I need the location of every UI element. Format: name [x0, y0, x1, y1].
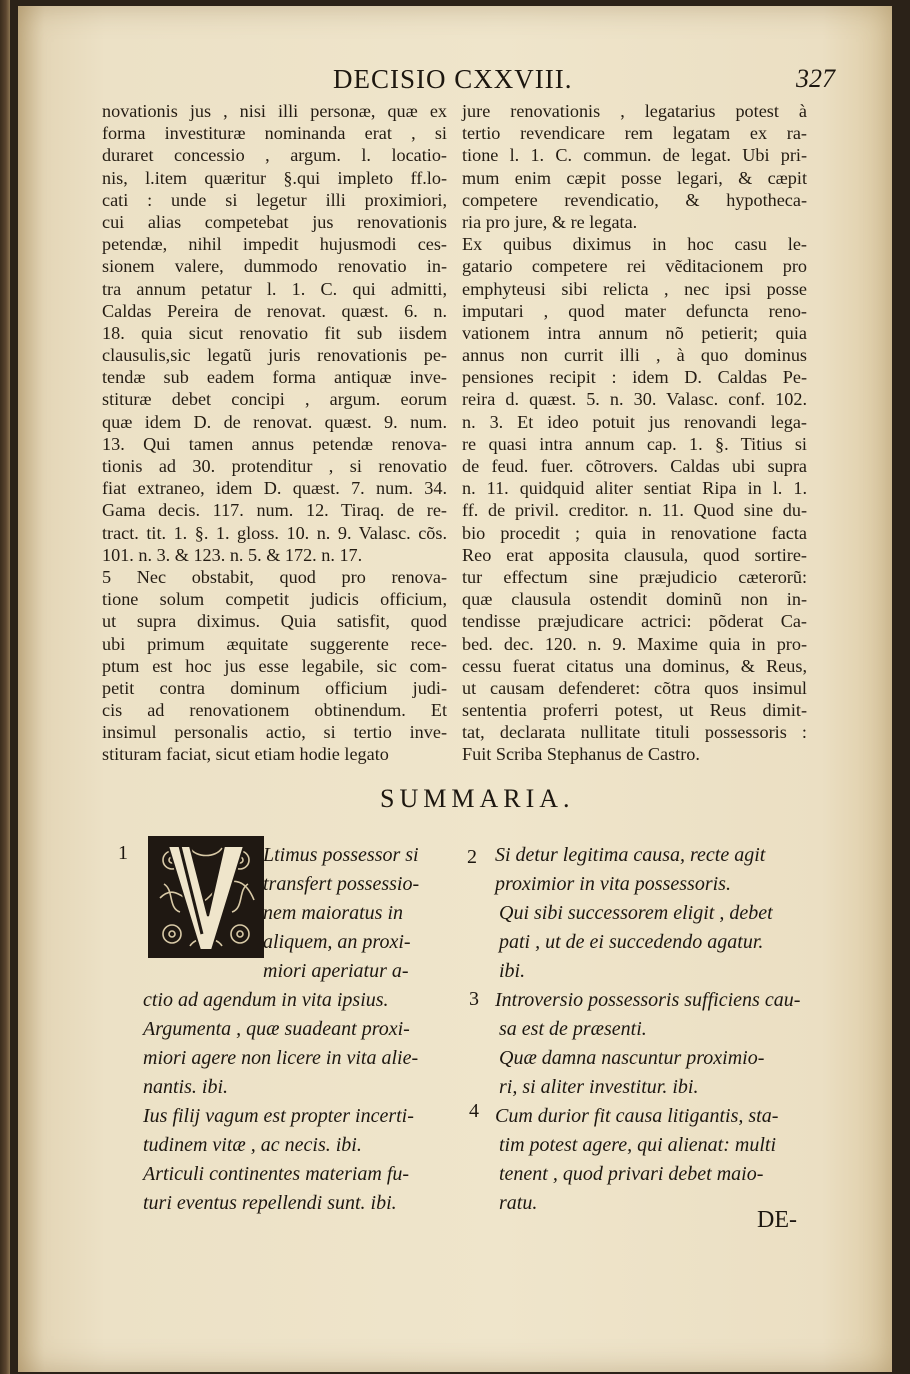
- text-line: emphyteusi sibi relicta , nec ipsi posse: [462, 278, 807, 299]
- text-line: pensiones recipit : idem D. Caldas Pe-: [462, 367, 807, 388]
- text-line: tertio revendicare rem legatam ex ra-: [462, 123, 807, 144]
- text-line: cessu fuerat citatus una dominus, & Reus,: [462, 655, 807, 676]
- text-line: tur effectum sine præjudicio cæterorũ:: [462, 566, 807, 587]
- summary-line: tim potest agere, qui alienat: multi: [499, 1134, 777, 1156]
- text-line: jure renovationis , legatarius potest à: [462, 101, 807, 121]
- text-line: Fuit Scriba Stephanus de Castro.: [462, 744, 700, 765]
- text-line: tionis ad 30. protenditur , si renovatio: [102, 456, 447, 476]
- text-line: Ex quibus diximus in hoc casu le-: [462, 234, 807, 255]
- summary-line: miori aperiatur a-: [263, 960, 409, 982]
- text-line: gatario competere rei vẽditacionem pro: [462, 256, 807, 277]
- summary-line: turi eventus repellendi sunt. ibi.: [143, 1192, 397, 1214]
- text-line: tendæ sub eadem forma antiquæ inve-: [102, 367, 447, 388]
- text-line: Caldas Pereira de renovat. quæst. 6. n.: [102, 300, 447, 321]
- text-line: de feud. fuer. cõtrovers. Caldas ubi supra: [462, 456, 807, 476]
- summary-line: Articuli continentes materiam fu-: [143, 1163, 410, 1185]
- running-title: DECISIO CXXVIII.: [333, 64, 573, 94]
- text-line: ut causam defenderet: cõtra quos insimul: [462, 677, 807, 698]
- summary-line: tenent , quod privari debet maio-: [499, 1163, 764, 1185]
- text-line: novationis jus , nisi illi personæ, quæ ex: [102, 101, 447, 121]
- text-line: cis ad renovationem obtinendum. Et: [102, 700, 447, 721]
- text-line: Gama decis. 117. num. 12. Tiraq. de re-: [102, 500, 447, 521]
- summary-line: nem maioratus in: [263, 902, 403, 924]
- text-line: ptum est hoc jus esse legabile, sic com-: [102, 655, 447, 676]
- text-line: bio procedit ; quia in renovatione facta: [462, 522, 807, 543]
- summary-line: Argumenta , quæ suadeant proxi-: [143, 1018, 410, 1040]
- text-line: tra annum petatur l. 1. C. qui admitti,: [102, 278, 447, 299]
- summary-line: Ius filij vagum est propter incerti-: [143, 1105, 414, 1127]
- text-line: clausulis,sic legatũ juris renovationis pe-: [102, 345, 447, 366]
- folio-number: 327: [796, 64, 835, 93]
- summary-line: nantis. ibi.: [143, 1076, 229, 1098]
- summary-line: aliquem, an proxi-: [263, 931, 411, 953]
- text-line: cui alias competebat jus renovationis: [102, 211, 447, 232]
- text-line: competere revendicatio, & hypotheca-: [462, 189, 807, 210]
- summaria-right-column: [495, 841, 815, 1218]
- text-line: ubi primum æquitate suggerente rece-: [102, 633, 447, 654]
- text-line: petit contra dominum officium judi-: [102, 677, 447, 698]
- text-line: nis, l.item quæritur §.qui impleto ff.lo-: [102, 167, 447, 188]
- text-line: re quasi intra annum cap. 1. §. Titius si: [462, 433, 807, 454]
- text-line: ut supra diximus. Quia satisfit, quod: [102, 611, 447, 632]
- text-line: 101. n. 3. & 123. n. 5. & 172. n. 17.: [102, 544, 363, 565]
- summary-line: pati , ut de ei succedendo agatur.: [499, 931, 764, 953]
- text-line: imputari , quod mater defuncta reno-: [462, 300, 807, 321]
- text-line: stituram faciat, sicut etiam hodie legato: [102, 744, 389, 765]
- text-line: cati : unde si legetur illi proximiori,: [102, 189, 447, 210]
- text-line: tat, declarata nullitate tituli possessoris :: [462, 722, 807, 743]
- summary-line: Si detur legitima causa, recte agit: [495, 844, 766, 866]
- text-line: tione solum competit judicis officium,: [102, 589, 447, 610]
- text-line: tract. tit. 1. §. 1. gloss. 10. n. 9. Valasc. cõs.: [102, 522, 447, 543]
- text-line: 18. quia sicut renovatio fit sub iisdem: [102, 322, 447, 343]
- text-line: bed. dec. 120. n. 9. Maxime quia in pro-: [462, 633, 807, 654]
- summary-number: 2: [467, 846, 477, 868]
- text-line: n. 3. Et ideo potuit jus renovandi lega-: [462, 411, 807, 432]
- summary-line: ri, si aliter investitur. ibi.: [499, 1076, 699, 1098]
- summary-line: Quæ damna nascuntur proximio-: [499, 1047, 765, 1069]
- catchword: DE-: [757, 1207, 797, 1233]
- right-text-column: [462, 100, 807, 766]
- summaria-heading: SUMMARIA.: [380, 784, 575, 813]
- text-line: sionem valere, dummodo renovatio in-: [102, 256, 447, 277]
- text-line: sententia proferri potest, ut Reus dimit-: [462, 700, 807, 721]
- text-line: n. 11. quidquid aliter sentiat Ripa in l. 1.: [462, 478, 807, 499]
- summary-line: Qui sibi successorem eligit , debet: [499, 902, 773, 924]
- text-line: ria pro jure, & re legata.: [462, 211, 638, 232]
- summary-line: proximior in vita possessoris.: [495, 873, 731, 895]
- text-line: insimul personalis actio, si tertio inve-: [102, 722, 447, 743]
- running-header: [325, 64, 835, 104]
- summary-line: transfert possessio-: [263, 873, 420, 895]
- summary-line: Cum durior fit causa litigantis, sta-: [495, 1105, 779, 1127]
- summary-number: 3: [469, 988, 479, 1010]
- summary-line: Ltimus possessor si: [263, 844, 419, 866]
- summary-number: 4: [469, 1100, 479, 1122]
- text-line: annus non currit illi , à quo dominus: [462, 345, 807, 366]
- summary-line: ctio ad agendum in vita ipsius.: [143, 989, 389, 1011]
- text-line: ff. de privil. creditor. n. 11. Quod sine du-: [462, 500, 807, 521]
- summary-line: Introversio possessoris sufficiens cau-: [495, 989, 801, 1011]
- text-line: tendisse præjudicare actrici: põderat Ca-: [462, 611, 807, 632]
- text-line: tione l. 1. C. commun. de legat. Ubi pri-: [462, 145, 807, 166]
- text-line: quæ clausula ostendit dominũ non in-: [462, 589, 807, 610]
- text-line: stituræ debet concipi , argum. eorum: [102, 389, 447, 410]
- summary-line: tudinem vitæ , ac necis. ibi.: [143, 1134, 362, 1156]
- summary-line: miori agere non licere in vita alie-: [143, 1047, 419, 1069]
- left-text-column: [102, 100, 447, 766]
- text-line: petendæ, nihil impedit hujusmodi ces-: [102, 234, 447, 255]
- summary-line: sa est de præsenti.: [499, 1018, 647, 1040]
- text-line: reira d. quæst. 5. n. 30. Valasc. conf. 102.: [462, 389, 807, 410]
- text-line: 13. Qui tamen annus petendæ renova-: [102, 433, 447, 454]
- text-line: duraret concessio , argum. l. locatio-: [102, 145, 447, 166]
- text-line: quæ idem D. de renovat. quæst. 9. num.: [102, 411, 447, 432]
- text-line: vationem intra annum nõ petierit; quia: [462, 322, 807, 343]
- book-gutter: [0, 0, 10, 1374]
- text-line: forma investituræ nominanda erat , si: [102, 123, 447, 144]
- text-line: 5 Nec obstabit, quod pro renova-: [102, 566, 447, 587]
- text-line: Reo erat apposita clausula, quod sortire-: [462, 544, 807, 565]
- summary-line: ibi.: [499, 960, 526, 982]
- summary-line: ratu.: [499, 1192, 538, 1214]
- summaria-left-column: [143, 841, 453, 1218]
- text-line: fiat extraneo, idem D. quæst. 7. num. 34.: [102, 478, 447, 499]
- text-line: mum enim cæpit posse legari, & cæpit: [462, 167, 807, 188]
- summary-number: 1: [118, 842, 128, 864]
